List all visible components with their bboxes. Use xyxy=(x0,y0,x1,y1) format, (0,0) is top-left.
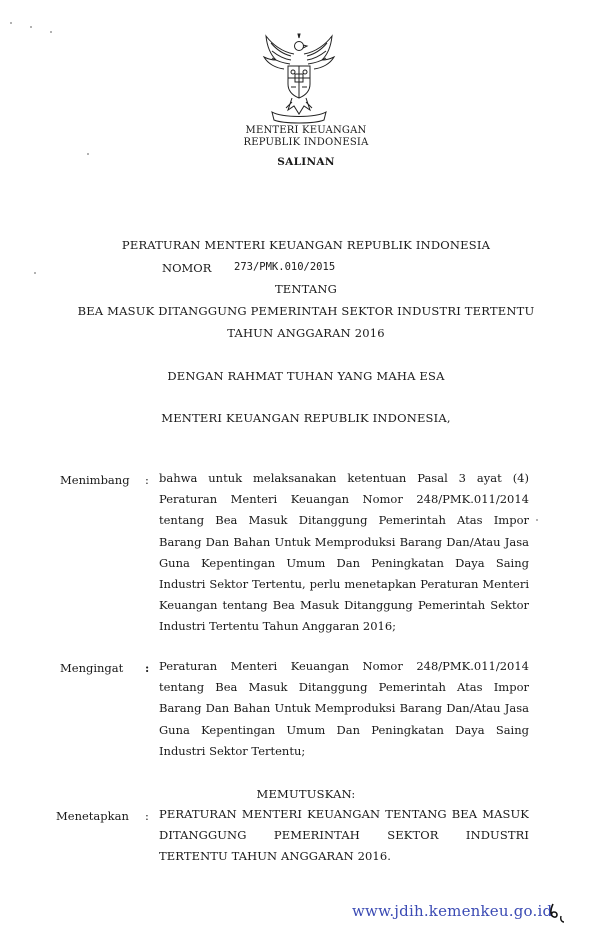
ministry-header-line1: MENTERI KEUANGAN xyxy=(245,125,367,136)
mengingat-label: Mengingat xyxy=(60,661,124,675)
menimbang-label: Menimbang xyxy=(60,473,130,487)
memutuskan-heading: MEMUTUSKAN: xyxy=(256,787,356,801)
menimbang-text: bahwa untuk melaksanakan ketentuan Pasal 3 ayat (4) Peraturan Menteri Keuangan Nomor 248/PMK.011/2014 tentang Bea Masuk Ditanggung Pemerintah Atas Impor Barang Dan Bahan Untuk Memproduksi Barang Dan/Atau Jasa Guna Kepentingan Umum Dan Peningkatan Daya Saing Industri Sektor Tertentu, perlu menetapkan Peraturan Menteri Keuangan tentang Bea Masuk Ditanggung Pemerintah Sektor Industri Tertentu Tahun Anggaran 2016; xyxy=(159,471,529,634)
rahmat-line: DENGAN RAHMAT TUHAN YANG MAHA ESA xyxy=(167,369,445,383)
mengingat-text: Peraturan Menteri Keuangan Nomor 248/PMK.011/2014 tentang Bea Masuk Ditanggung Pemerintah Atas Impor Barang Dan Bahan Untuk Memproduksi Barang Dan/Atau Jasa Guna Kepentingan Umum Dan Peningkatan Daya Saing Industri Sektor Tertentu; xyxy=(159,659,529,758)
salinan-stamp: SALINAN xyxy=(277,156,335,168)
jdih-website-link[interactable]: www.jdih.kemenkeu.go.id xyxy=(352,902,553,920)
ministry-header-line2: REPUBLIK INDONESIA xyxy=(243,137,369,148)
menetapkan-text: PERATURAN MENTERI KEUANGAN TENTANG BEA MASUK DITANGGUNG PEMERINTAH SEKTOR INDUSTRI TERTENTU TAHUN ANGGARAN 2016. xyxy=(159,807,529,864)
garuda-emblem-icon xyxy=(258,32,340,124)
handwritten-initial-icon xyxy=(548,900,568,924)
mengingat-colon: : xyxy=(145,661,150,675)
scan-speck xyxy=(30,26,32,28)
scan-speck xyxy=(536,519,538,521)
subject-line1: BEA MASUK DITANGGUNG PEMERINTAH SEKTOR INDUSTRI TERTENTU xyxy=(77,304,535,318)
menimbang-colon: : xyxy=(145,473,149,487)
scan-speck xyxy=(34,272,36,274)
scan-speck xyxy=(50,31,52,33)
nomor-label: NOMOR xyxy=(162,261,212,275)
regulation-title: PERATURAN MENTERI KEUANGAN REPUBLIK INDONESIA xyxy=(121,238,491,252)
scan-speck xyxy=(10,22,12,24)
scan-speck xyxy=(87,153,89,155)
subject-line2: TAHUN ANGGARAN 2016 xyxy=(227,326,385,340)
menetapkan-label: Menetapkan xyxy=(56,809,129,823)
nomor-value: 273/PMK.010/2015 xyxy=(234,261,336,273)
menteri-line: MENTERI KEUANGAN REPUBLIK INDONESIA, xyxy=(161,411,451,425)
menetapkan-colon: : xyxy=(145,809,149,823)
tentang-heading: TENTANG xyxy=(274,282,338,296)
